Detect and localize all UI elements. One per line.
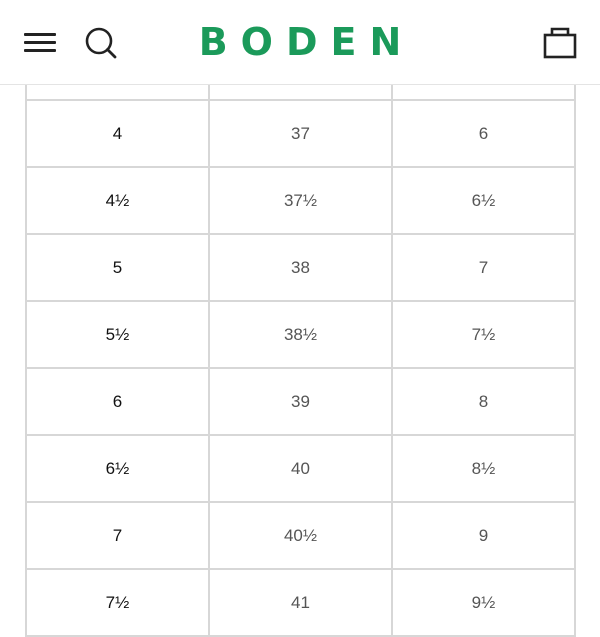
eu-size-cell: 40½ [209, 502, 392, 569]
brand-logo[interactable] [0, 20, 600, 64]
uk-size-cell: 6 [26, 368, 209, 435]
size-conversion-table-container [25, 32, 576, 637]
table-row [26, 502, 575, 569]
eu-size-cell: 37½ [209, 167, 392, 234]
uk-size-cell: 5½ [26, 301, 209, 368]
us-size-cell: 6½ [392, 167, 575, 234]
us-size-cell: 9 [392, 502, 575, 569]
uk-size-cell: 6½ [26, 435, 209, 502]
size-conversion-table [25, 32, 576, 637]
eu-size-cell: 40 [209, 435, 392, 502]
us-size-cell: 7 [392, 234, 575, 301]
us-size-cell: 6 [392, 100, 575, 167]
brand-name[interactable]: BODEN [198, 20, 415, 64]
site-header [0, 0, 600, 85]
table-row [26, 100, 575, 167]
uk-size-cell: 7½ [26, 569, 209, 636]
table-row [26, 435, 575, 502]
table-row [26, 234, 575, 301]
uk-size-cell: 7 [26, 502, 209, 569]
uk-size-cell: 4½ [26, 167, 209, 234]
us-size-cell: 9½ [392, 569, 575, 636]
eu-size-cell: 39 [209, 368, 392, 435]
us-size-cell: 7½ [392, 301, 575, 368]
uk-size-cell: 4 [26, 100, 209, 167]
us-size-cell: 8½ [392, 435, 575, 502]
table-row [26, 301, 575, 368]
table-row [26, 368, 575, 435]
eu-size-cell: 37 [209, 100, 392, 167]
table-row [26, 569, 575, 636]
eu-size-cell: 41 [209, 569, 392, 636]
uk-size-cell: 5 [26, 234, 209, 301]
eu-size-cell: 38 [209, 234, 392, 301]
shopping-bag-icon[interactable] [542, 26, 578, 60]
size-table-body [26, 33, 575, 636]
us-size-cell: 8 [392, 368, 575, 435]
eu-size-cell: 38½ [209, 301, 392, 368]
table-row [26, 167, 575, 234]
